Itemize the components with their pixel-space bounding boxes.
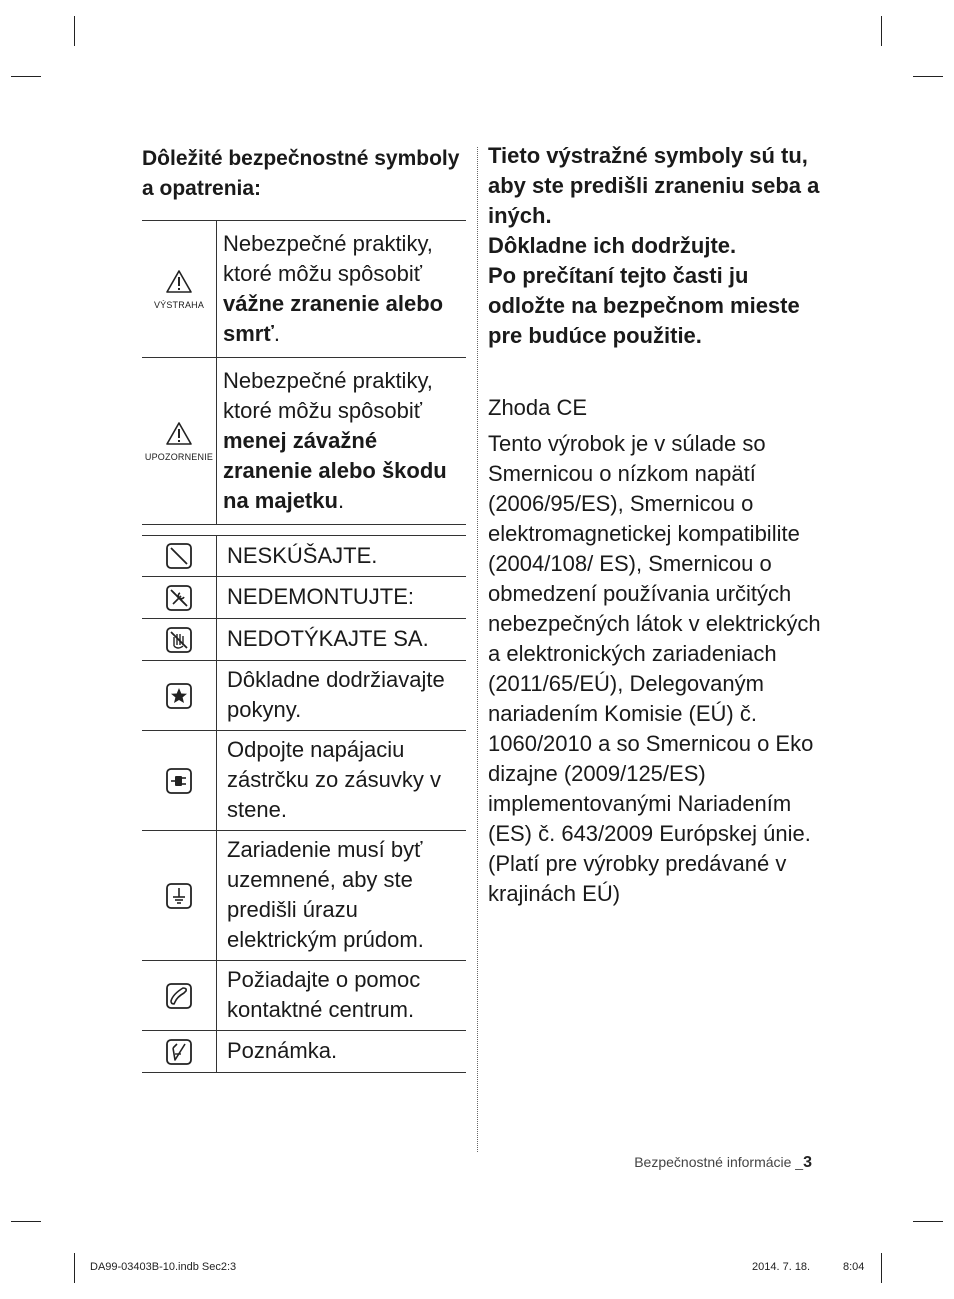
caution-text-end: . (337, 488, 345, 513)
symbol-row (142, 619, 466, 661)
crop-mark (881, 16, 882, 46)
symbol-text: Odpojte napájaciu zástrčku zo zásuvky v stene. (217, 731, 467, 831)
caution-text-bold: menej závažné zranenie alebo škodu na majetku (223, 428, 447, 513)
symbol-icon-cell (142, 577, 217, 619)
ground-icon (165, 882, 193, 910)
symbol-text: Zariadenie musí byť uzemnené, aby ste predišli úrazu elektrickým prúdom. (217, 831, 467, 961)
symbol-text: Požiadajte o pomoc kontaktné centrum. (217, 961, 467, 1031)
left-column (142, 144, 466, 1073)
symbol-icon-cell (142, 831, 217, 961)
safety-intro: Tieto výstražné symboly sú tu, aby ste predišli zraneniu seba a iných. Dôkladne ich dodržujte. Po prečítaní tejto časti ju odložte na bezpečnom mieste pre budúce použitie. (488, 143, 820, 348)
footer-section-label: Bezpečnostné informácie _ (634, 1154, 804, 1170)
symbol-row (142, 661, 466, 731)
symbol-icon-cell (142, 961, 217, 1031)
section-title: Dôležité bezpečnostné symboly a opatrenia: (142, 147, 460, 200)
crop-mark (74, 16, 75, 46)
symbol-text: NEDOTÝKAJTE SA. (217, 619, 467, 661)
warning-row (142, 221, 466, 358)
warning-text-end: . (273, 321, 281, 346)
caution-icon-cell (142, 358, 217, 525)
symbol-icon-cell (142, 1031, 217, 1073)
ce-title: Zhoda CE (488, 395, 588, 420)
crop-mark (11, 1221, 41, 1222)
symbol-icon-cell (142, 536, 217, 577)
do-not-touch-icon (165, 626, 193, 654)
follow-directions-icon (165, 682, 193, 710)
page-number: 3 (803, 1154, 812, 1171)
note-icon (165, 1038, 193, 1066)
crop-mark (11, 76, 41, 77)
warning-text-normal: Nebezpečné praktiky, ktoré môžu spôsobiť (223, 231, 433, 286)
column-divider (477, 147, 478, 1152)
warning-triangle-icon (165, 421, 193, 446)
crop-mark (913, 76, 943, 77)
right-column (488, 141, 828, 909)
symbol-row (142, 731, 466, 831)
print-slug-date: 2014. 7. 18. (752, 1261, 811, 1273)
ce-body: Tento výrobok je v súlade so Smernicou o nízkom napätí (2006/95/ES), Smernicou o elektromagnetickej kompatibilite (2004/108/ ES), Smernicou o obmedzení používania určitých nebezpečných látok v elektrických a elektronických zariadeniach (2011/65/EÚ), Delegovaným nariadením Komisie (EÚ) č. 1060/2010 a so Smernicou o Eko dizajne (2009/125/ES) implementovanými Nariadením (ES) č. 643/2009 Európskej únie. (Platí pre výrobky predávané v krajinách EÚ) (488, 431, 821, 906)
crop-mark (913, 1221, 943, 1222)
symbol-text: Poznámka. (217, 1031, 467, 1073)
warning-text (217, 221, 467, 358)
symbol-row (142, 536, 466, 577)
crop-mark (74, 1253, 75, 1283)
unplug-icon (165, 767, 193, 795)
symbol-row (142, 577, 466, 619)
warning-triangle-icon (165, 269, 193, 294)
symbol-row (142, 1031, 466, 1073)
symbol-row (142, 831, 466, 961)
caution-text (217, 358, 467, 525)
caution-caption: UPOZORNENIE (144, 451, 214, 462)
phone-icon (165, 982, 193, 1010)
print-slug-file: DA99-03403B-10.indb Sec2:3 (90, 1261, 237, 1273)
symbol-icon-cell (142, 661, 217, 731)
caution-row (142, 358, 466, 525)
do-not-attempt-icon (165, 542, 193, 570)
symbol-icon-cell (142, 731, 217, 831)
print-slug-time: 8:04 (843, 1261, 865, 1273)
warning-icon-cell (142, 221, 217, 358)
symbol-row (142, 961, 466, 1031)
warning-text-bold: vážne zranenie alebo smrť (223, 291, 444, 346)
symbol-icon-cell (142, 619, 217, 661)
crop-mark (881, 1253, 882, 1283)
symbol-text: NEDEMONTUJTE: (217, 577, 467, 619)
symbol-table (142, 535, 466, 1073)
do-not-disassemble-icon (165, 584, 193, 612)
symbol-text: Dôkladne dodržiavajte pokyny. (217, 661, 467, 731)
warning-caption: VÝSTRAHA (153, 299, 205, 310)
warning-table (142, 220, 466, 525)
symbol-text: NESKÚŠAJTE. (217, 536, 467, 577)
page-footer (634, 1154, 812, 1172)
caution-text-normal: Nebezpečné praktiky, ktoré môžu spôsobiť (223, 368, 433, 423)
